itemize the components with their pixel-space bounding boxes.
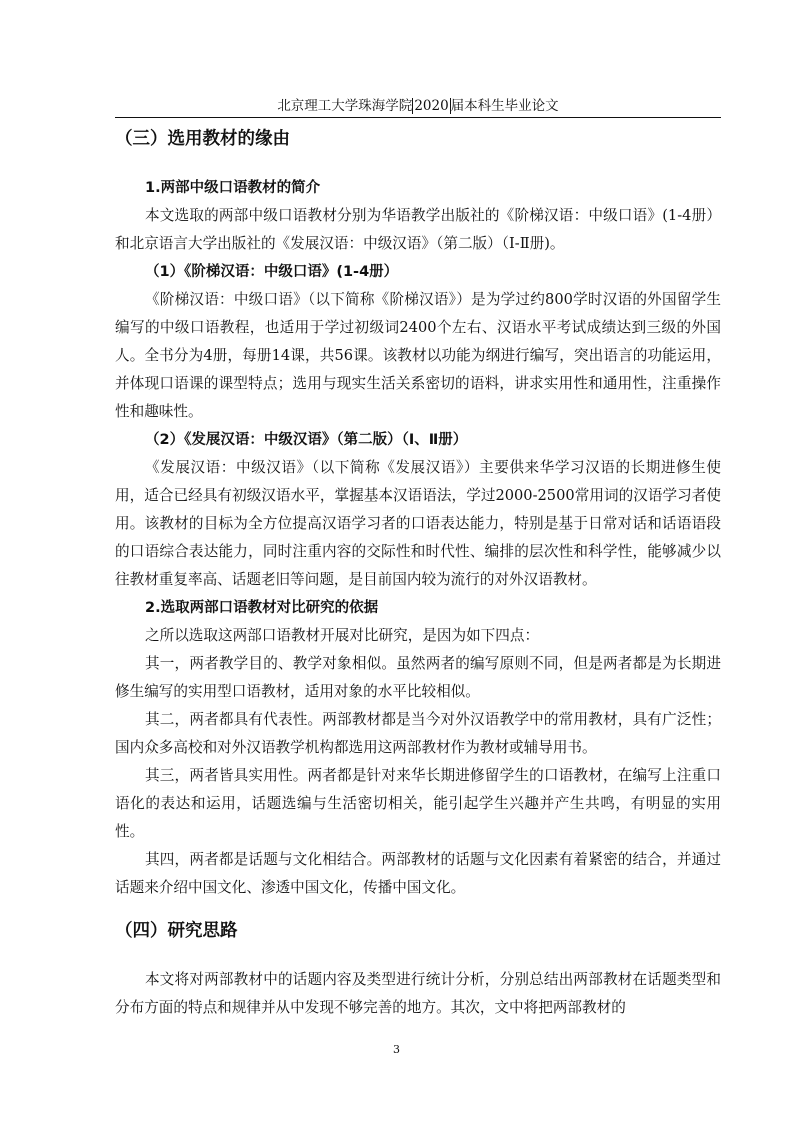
paragraph-reason-2: 其二，两者都具有代表性。两部教材都是当今对外汉语教学中的常用教材，具有广泛性；国内众多高校和对外汉语教学机构都选用这两部教材作为教材或辅导用书。	[115, 711, 721, 756]
subsection-heading-2: 2.选取两部口语教材对比研究的依据	[145, 600, 379, 616]
header-school: 北京理工大学珠海学院	[277, 98, 413, 114]
header-year: 2020	[414, 98, 449, 114]
section-heading-3: （三）选用教材的缘由	[115, 129, 290, 149]
paragraph-book1: 《阶梯汉语：中级口语》（以下简称《阶梯汉语》）是为学过约800学时汉语的外国留学生编写的中级口语教程，也适用于学过初级词2400个左右、汉语水平考试成绩达到三级的外国人。全书分为4册，每册14课，共56课。该教材以功能为纲进行编写，突出语言的功能运用，并体现口语课的课型特点；选用与现实生活关系密切的语料，讲求实用性和通用性，注重操作性和趣味性。	[115, 291, 721, 420]
spacer	[115, 946, 721, 966]
section-heading-4: （四）研究思路	[115, 921, 238, 941]
page-number: 3	[393, 1043, 400, 1056]
paragraph-reason-1: 其一，两者教学目的、教学对象相似。虽然两者的编写原则不同，但是两者都是为长期进修生编写的实用型口语教材，适用对象的水平比较相似。	[115, 655, 721, 700]
book2-heading: （2）《发展汉语：中级汉语》（第二版）（Ⅰ、Ⅱ册）	[145, 432, 468, 448]
header-thesis-label: 届本科生毕业论文	[450, 98, 559, 114]
page-body	[115, 124, 721, 1022]
paragraph-reasons-intro: 之所以选取这两部口语教材开展对比研究，是因为如下四点：	[145, 627, 540, 644]
paragraph-book2: 《发展汉语：中级汉语》（以下简称《发展汉语》）主要供来华学习汉语的长期进修生使用，适合已经具有初级汉语水平，掌握基本汉语语法，学过2000-2500常用词的汉语学习者使用。该教材的目标为全方位提高汉语学习者的口语表达能力，特别是基于日常对话和话语语段的口语综合表达能力，同时注重内容的交际性和时代性、编排的层次性和科学性，能够减少以往教材重复率高、话题老旧等问题，是目前国内较为流行的对外汉语教材。	[115, 459, 721, 588]
spacer	[115, 154, 721, 174]
running-header	[115, 96, 721, 116]
paragraph-reason-4: 其四，两者都是话题与文化相结合。两部教材的话题与文化因素有着紧密的结合，并通过话题来介绍中国文化、渗透中国文化，传播中国文化。	[115, 851, 721, 896]
paragraph-intro: 本文选取的两部中级口语教材分别为华语教学出版社的《阶梯汉语：中级口语》(1-4册）和北京语言大学出版社的《发展汉语：中级汉语》（第二版）（Ⅰ-Ⅱ册)。	[115, 207, 721, 252]
spacer	[115, 902, 721, 916]
header-rule	[115, 117, 721, 118]
book1-heading: （1）《阶梯汉语：中级口语》(1-4册）	[145, 264, 399, 280]
paragraph-research-approach: 本文将对两部教材中的话题内容及类型进行统计分析，分别总结出两部教材在话题类型和分布方面的特点和规律并从中发现不够完善的地方。其次，文中将把两部教材的	[115, 971, 721, 1016]
subsection-heading-1: 1.两部中级口语教材的简介	[145, 180, 321, 196]
paragraph-reason-3: 其三，两者皆具实用性。两者都是针对来华长期进修留学生的口语教材，在编写上注重口语化的表达和运用，话题选编与生活密切相关，能引起学生兴趣并产生共鸣，有明显的实用性。	[115, 767, 721, 840]
